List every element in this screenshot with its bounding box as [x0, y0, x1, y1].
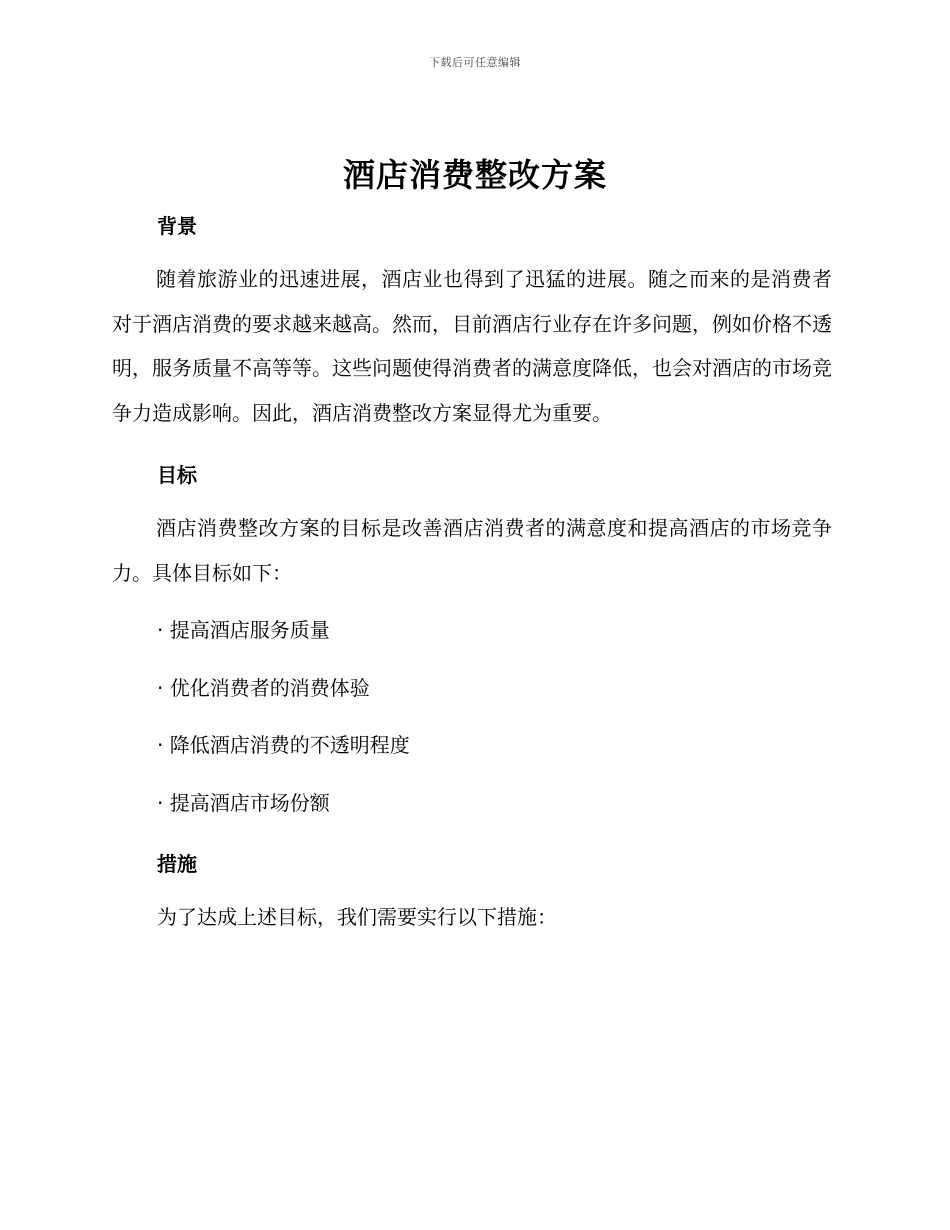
heading-goals: 目标 — [157, 463, 197, 487]
list-item: · 提高酒店市场份额 — [157, 790, 330, 815]
list-item: · 提高酒店服务质量 — [157, 618, 330, 642]
paragraph-background: 随着旅游业的迅速进展，酒店业也得到了迅猛的进展。随之而来的是消费者对于酒店消费的要求越来越高。然而，目前酒店行业存在许多问题，例如价格不透明，服务质量不高等等。这些问题使得消费者的满意度降低，也会对酒店的市场竞争力造成影响。因此，酒店消费整改方案显得尤为重要。 — [112, 267, 832, 425]
list-item: · 降低酒店消费的不透明程度 — [157, 733, 410, 757]
document-title: 酒店消费整改方案 — [342, 156, 607, 194]
measures-intro: 为了达成上述目标，我们需要实行以下措施： — [157, 905, 557, 929]
heading-background: 背景 — [157, 214, 197, 238]
header-note: 下载后可任意编辑 — [429, 56, 521, 69]
heading-measures: 措施 — [157, 852, 197, 876]
paragraph-goals: 酒店消费整改方案的目标是改善酒店消费者的满意度和提高酒店的市场竞争力。具体目标如下： — [112, 516, 832, 585]
goals-list — [157, 608, 410, 838]
list-item: · 优化消费者的消费体验 — [157, 675, 370, 700]
